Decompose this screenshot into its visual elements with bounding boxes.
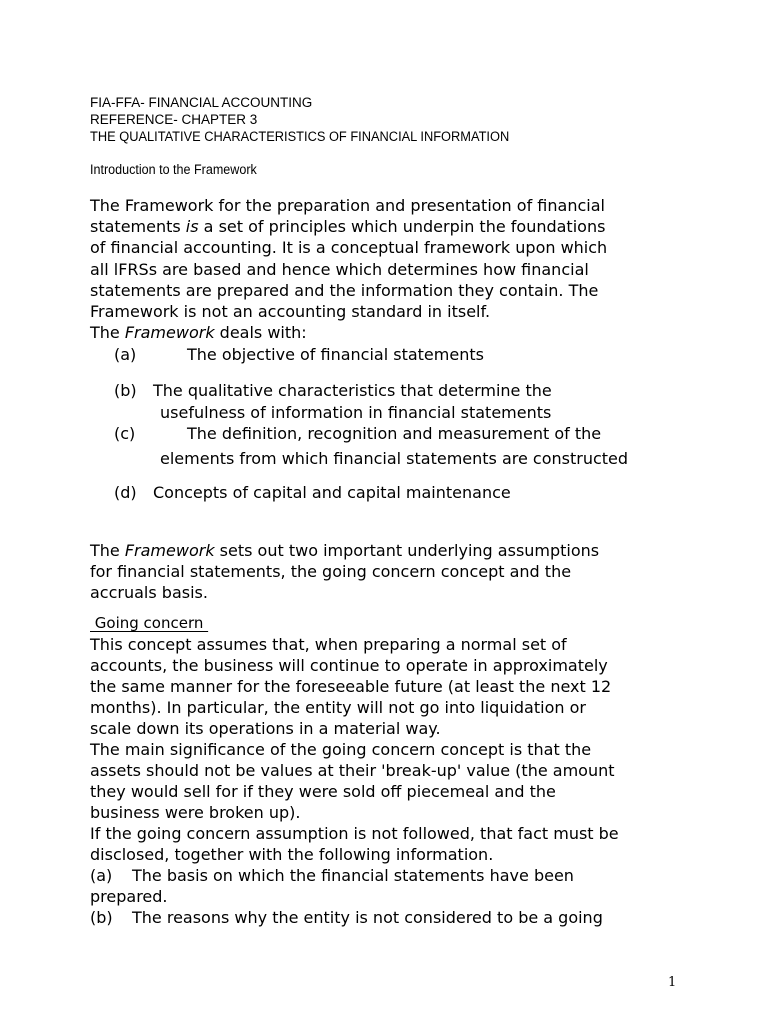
gc-line-7: assets should not be values at their 'break-up' value (the amount: [90, 761, 615, 780]
intro-line-5: statements are prepared and the information they contain. The: [90, 281, 599, 300]
gc-line-1: This concept assumes that, when preparing a normal set of: [90, 635, 567, 654]
list-item-label: (d): [114, 483, 137, 502]
assumptions-line-2: for financial statements, the going concern concept and the: [90, 562, 572, 581]
gc-line-6: The main significance of the going concern concept is that the: [90, 740, 592, 759]
assumptions-line-3: accruals basis.: [90, 583, 208, 602]
list-item-text: The qualitative characteristics that determine the: [153, 381, 552, 400]
list-item-text-cont: elements from which financial statements are constructed: [160, 449, 629, 468]
intro-line-4: all lFRSs are based and hence which determines how financial: [90, 260, 589, 279]
course-title: FIA-FFA- FINANCIAL ACCOUNTING: [90, 95, 313, 110]
gc-line-10: If the going concern assumption is not followed, that fact must be: [90, 824, 619, 843]
list-item-label: (a): [114, 345, 137, 364]
chapter-title: THE QUALITATIVE CHARACTERISTICS OF FINANCIAL INFORMATION: [90, 129, 510, 144]
list-item-text-cont: prepared.: [90, 887, 168, 906]
list-item-text: The definition, recognition and measurement of the: [187, 424, 602, 443]
list-item-text-cont: usefulness of information in financial statements: [160, 403, 552, 422]
intro-line-6: Framework is not an accounting standard in itself.: [90, 302, 491, 321]
gc-line-11: disclosed, together with the following information.: [90, 845, 494, 864]
framework-deals-with: The Framework deals with:: [90, 323, 307, 342]
gc-line-4: months). In particular, the entity will not go into liquidation or: [90, 698, 586, 717]
list-item-text: The objective of financial statements: [187, 345, 484, 364]
section-title: Introduction to the Framework: [90, 162, 257, 177]
list-item-text: The reasons why the entity is not considered to be a going: [132, 908, 603, 927]
intro-line-3: of financial accounting. It is a conceptual framework upon which: [90, 238, 608, 257]
list-item-label: (b): [114, 381, 137, 400]
list-item-label: (a): [90, 866, 113, 885]
gc-line-9: business were broken up).: [90, 803, 301, 822]
gc-line-2: accounts, the business will continue to operate in approximately: [90, 656, 608, 675]
assumptions-line-1: The Framework sets out two important underlying assumptions: [90, 541, 600, 560]
intro-line-2: statements is a set of principles which underpin the foundations: [90, 217, 606, 236]
gc-line-8: they would sell for if they were sold off piecemeal and the: [90, 782, 556, 801]
list-item-text: The basis on which the financial statements have been: [132, 866, 574, 885]
gc-line-5: scale down its operations in a material way.: [90, 719, 441, 738]
list-item-label: (b): [90, 908, 113, 927]
list-item-label: (c): [114, 424, 136, 443]
page-number: 1: [668, 975, 677, 990]
intro-line-1: The Framework for the preparation and presentation of financial: [90, 196, 605, 215]
going-concern-heading: Going concern: [90, 614, 209, 632]
gc-line-3: the same manner for the foreseeable future (at least the next 12: [90, 677, 612, 696]
chapter-reference: REFERENCE- CHAPTER 3: [90, 112, 258, 127]
list-item-text: Concepts of capital and capital maintenance: [153, 483, 511, 502]
